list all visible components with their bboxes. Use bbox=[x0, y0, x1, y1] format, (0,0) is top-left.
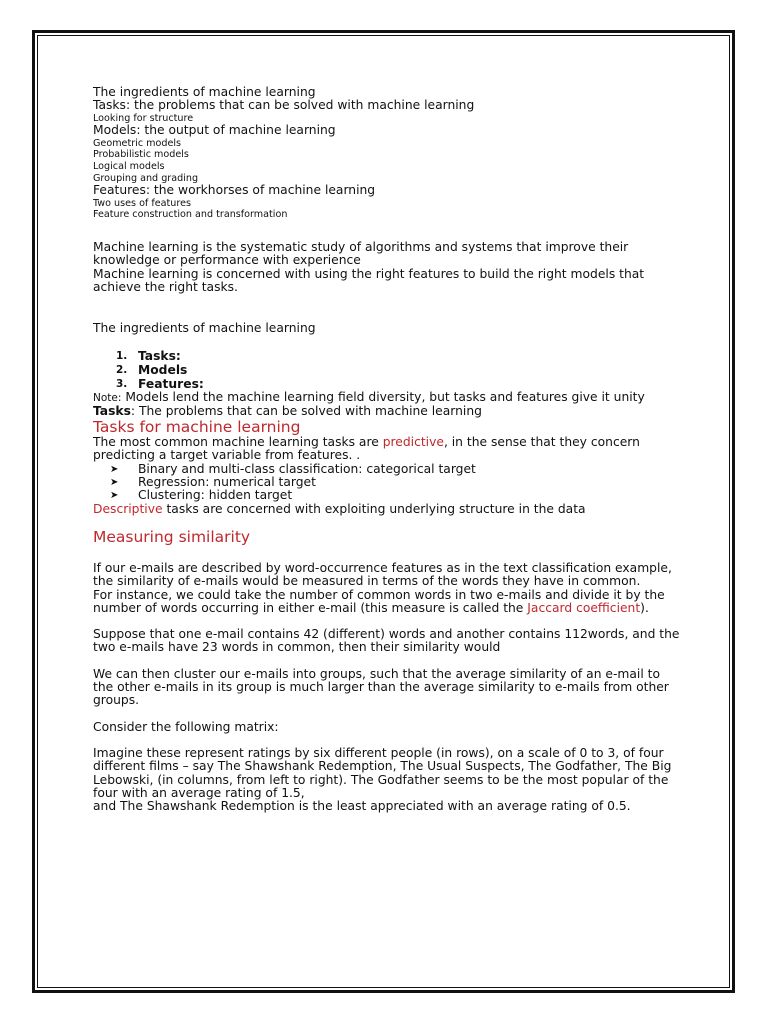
ingredients-title: The ingredients of machine learning bbox=[93, 321, 316, 336]
outline-features-sub: Feature construction and transformation bbox=[93, 209, 288, 221]
outline-models-sub: Grouping and grading bbox=[93, 172, 199, 184]
similarity-heading: Measuring similarity bbox=[93, 527, 251, 546]
document-body bbox=[93, 86, 683, 813]
list-item: 2. Models bbox=[116, 362, 188, 377]
similarity-paragraph: and The Shawshank Redemption is the least appreciated with an average rating of 0.5. bbox=[93, 799, 631, 814]
tasks-section-heading: Tasks for machine learning bbox=[93, 418, 301, 437]
outline-tasks-sub: Looking for structure bbox=[93, 112, 194, 124]
outline-features-sub: Two uses of features bbox=[93, 197, 191, 209]
similarity-paragraph: We can then cluster our e-mails into groups, such that the average similarity of an e-mail to the other e-mails in its group is much larger than the average similarity to e-mails from other groups. bbox=[93, 666, 669, 708]
similarity-paragraph: Imagine these represent ratings by six different people (in rows), on a scale of 0 to 3, of four different films – say The Shawshank Redemption, The Usual Suspects, The Godfather, The Big Lebowski, (in columns, from left to right). The Godfather seems to be the most popular of the four with an average rating of 1.5, bbox=[93, 745, 672, 800]
outline-models-sub: Geometric models bbox=[93, 137, 182, 149]
list-item: 3. Features: bbox=[116, 376, 204, 391]
task-types-list bbox=[93, 463, 683, 503]
list-item: 1. Tasks: bbox=[116, 348, 181, 363]
similarity-paragraph: If our e-mails are described by word-occurrence features as in the text classification example, the similarity of e-mails would be measured in terms of the words they have in common. bbox=[93, 560, 672, 589]
outline-features-heading: Features: the workhorses of machine learning bbox=[93, 183, 376, 198]
tasks-definition: Tasks: The problems that can be solved with machine learning bbox=[93, 403, 482, 418]
list-item: ➤ Clustering: hidden target bbox=[110, 488, 293, 503]
similarity-paragraph: Suppose that one e-mail contains 42 (different) words and another contains 112words, and the two e-mails have 23 words in common, then their similarity would bbox=[93, 627, 680, 655]
intro-paragraph: Machine learning is the systematic study of algorithms and systems that improve their knowledge or performance with experience bbox=[93, 240, 629, 268]
similarity-paragraph: Consider the following matrix: bbox=[93, 719, 279, 734]
ingredients-list bbox=[93, 349, 683, 391]
outline-models-sub: Logical models bbox=[93, 161, 165, 172]
list-item: ➤ Binary and multi-class classification: categorical target bbox=[110, 461, 476, 476]
intro-paragraph: Machine learning is concerned with using the right features to build the right models that achieve the right tasks. bbox=[93, 266, 645, 294]
outline-tasks-heading: Tasks: the problems that can be solved with machine learning bbox=[93, 98, 475, 113]
note-line: Note: Models lend the machine learning field diversity, but tasks and features give it unity bbox=[93, 389, 645, 404]
tasks-paragraph: The most common machine learning tasks are predictive, in the sense that they concern predicting a target variable from features. . bbox=[93, 435, 640, 463]
outline-models-heading: Models: the output of machine learning bbox=[93, 123, 336, 138]
outline-title: The ingredients of machine learning bbox=[93, 85, 316, 99]
outline-models-sub: Probabilistic models bbox=[93, 149, 189, 161]
similarity-paragraph: For instance, we could take the number of common words in two e-mails and divide it by the number of words occurring in either e-mail (this measure is called the Jaccard coefficient). bbox=[93, 587, 665, 615]
list-item: ➤ Regression: numerical target bbox=[110, 475, 316, 490]
descriptive-line: Descriptive tasks are concerned with exploiting underlying structure in the data bbox=[93, 501, 586, 516]
